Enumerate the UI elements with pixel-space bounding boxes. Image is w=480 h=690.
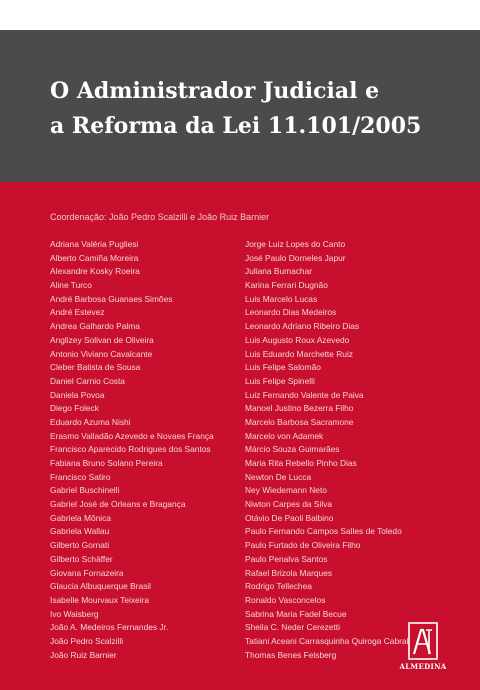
- author-name: Marcelo von Adamek: [245, 430, 324, 441]
- author-name: Luiz Fernando Valente de Paiva: [245, 389, 364, 400]
- author-name: Daniel Carnio Costa: [50, 375, 125, 386]
- publisher-logo: [398, 622, 448, 680]
- author-name: José Paulo Dorneles Japur: [245, 252, 346, 263]
- author-name: Adriana Valéria Pugliesi: [50, 239, 139, 249]
- author-name: Gabriela Wallau: [50, 526, 110, 537]
- author-name: Erasmo Valladão Azevedo e Novaes França: [50, 430, 214, 441]
- top-margin: [0, 0, 480, 30]
- author-name: Diego Foleck: [50, 403, 99, 414]
- author-name: Anglizey Solivan de Oliveira: [50, 334, 154, 345]
- author-name: Daniela Povoa: [50, 389, 105, 400]
- author-name: Andrea Galhardo Palma: [50, 321, 140, 332]
- author-name: Antonio Viviano Cavalcante: [50, 348, 153, 359]
- author-name: Ney Wiedemann Neto: [245, 485, 327, 496]
- coordination-line: Coordenação: João Pedro Scalzilli e João Ruiz Barnier: [50, 212, 270, 222]
- author-name: Newton De Lucca: [245, 471, 312, 482]
- author-name: Alberto Camiña Moreira: [50, 252, 139, 263]
- author-name: Rodrigo Tellechea: [245, 581, 312, 592]
- author-name: Luis Felipe Spinelli: [245, 375, 315, 386]
- author-name: Maria Rita Rebello Pinho Dias: [245, 458, 357, 468]
- author-name: Paulo Fernando Campos Salles de Toledo: [245, 526, 402, 537]
- title-line-2: a Reforma da Lei 11.101/2005: [50, 113, 422, 139]
- author-name: Rafael Brizola Marques: [245, 567, 333, 578]
- author-name: Glaucia Albuquerque Brasil: [50, 581, 152, 592]
- author-name: Giovana Fornazeira: [50, 567, 124, 578]
- author-name: Gabriel Buschinelli: [50, 485, 120, 496]
- author-name: Paulo Furtado de Oliveira Filho: [245, 540, 361, 551]
- author-name: João A. Medeiros Fernandes Jr.: [50, 622, 169, 633]
- author-name: Isabelle Mourvaux Teixeira: [50, 594, 149, 605]
- title-line-1: O Administrador Judicial e: [50, 78, 380, 104]
- author-name: Gilberto Gornati: [50, 540, 110, 551]
- author-name: Gabriela Mônica: [50, 512, 111, 523]
- authors-list-left: [50, 238, 235, 662]
- author-name: Gabriel José de Orleans e Bragança: [50, 499, 186, 510]
- author-name: Juliana Bumachar: [245, 266, 313, 277]
- author-name: Sabrina Maria Fadel Becue: [245, 608, 347, 619]
- author-name: Luis Eduardo Marchette Ruiz: [245, 348, 353, 359]
- author-name: Ivo Waisberg: [50, 608, 99, 619]
- author-name: Sheila C. Neder Cerezetti: [245, 622, 340, 633]
- book-title: [50, 74, 450, 144]
- authors-list-right: [245, 238, 445, 662]
- author-name: João Pedro Scalzilli: [50, 635, 124, 646]
- author-name: Eduardo Azuma Nishi: [50, 416, 131, 427]
- author-name: Otávio De Paoli Balbino: [245, 512, 334, 523]
- author-name: André Barbosa Guanaes Simões: [50, 293, 173, 304]
- author-name: Ronaldo Vasconcelos: [245, 594, 326, 605]
- author-name: Jorge Luiz Lopes do Canto: [245, 239, 346, 249]
- author-name: Paulo Penalva Santos: [245, 553, 328, 564]
- author-name: Gilberto Schäffer: [50, 553, 113, 564]
- author-name: Fabiana Bruno Solano Pereira: [50, 458, 163, 468]
- publisher-emblem-icon: [408, 622, 438, 660]
- author-name: Aline Turco: [50, 280, 92, 291]
- author-name: Alexandre Kosky Roeira: [50, 266, 140, 277]
- author-name: Manoel Justino Bezerra Filho: [245, 403, 354, 414]
- author-name: Luis Augusto Roux Azevedo: [245, 334, 350, 345]
- publisher-name: ALMEDINA: [399, 662, 447, 671]
- author-name: Luis Marcelo Lucas: [245, 293, 318, 304]
- author-name: Luis Felipe Salomão: [245, 362, 321, 373]
- author-name: Thomas Benes Felsberg: [245, 649, 337, 660]
- author-name: Niwton Carpes da Silva: [245, 499, 333, 510]
- author-name: Cleber Batista de Sousa: [50, 362, 141, 373]
- author-name: Tatiani Aceani Carrasquinha Quiroga Cabral: [245, 635, 409, 646]
- author-name: Márcio Souza Guimarães: [245, 444, 340, 455]
- author-name: Leonardo Adriano Ribeiro Dias: [245, 321, 360, 332]
- author-name: Karina Ferrari Dugnão: [245, 280, 328, 291]
- author-name: Francisco Aparecido Rodrigues dos Santos: [50, 444, 211, 455]
- author-name: Marcelo Barbosa Sacramone: [245, 416, 354, 427]
- author-name: André Estevez: [50, 307, 105, 318]
- author-name: Leonardo Dias Medeiros: [245, 307, 337, 318]
- author-name: João Ruiz Barnier: [50, 649, 117, 660]
- author-name: Francisco Satiro: [50, 471, 111, 482]
